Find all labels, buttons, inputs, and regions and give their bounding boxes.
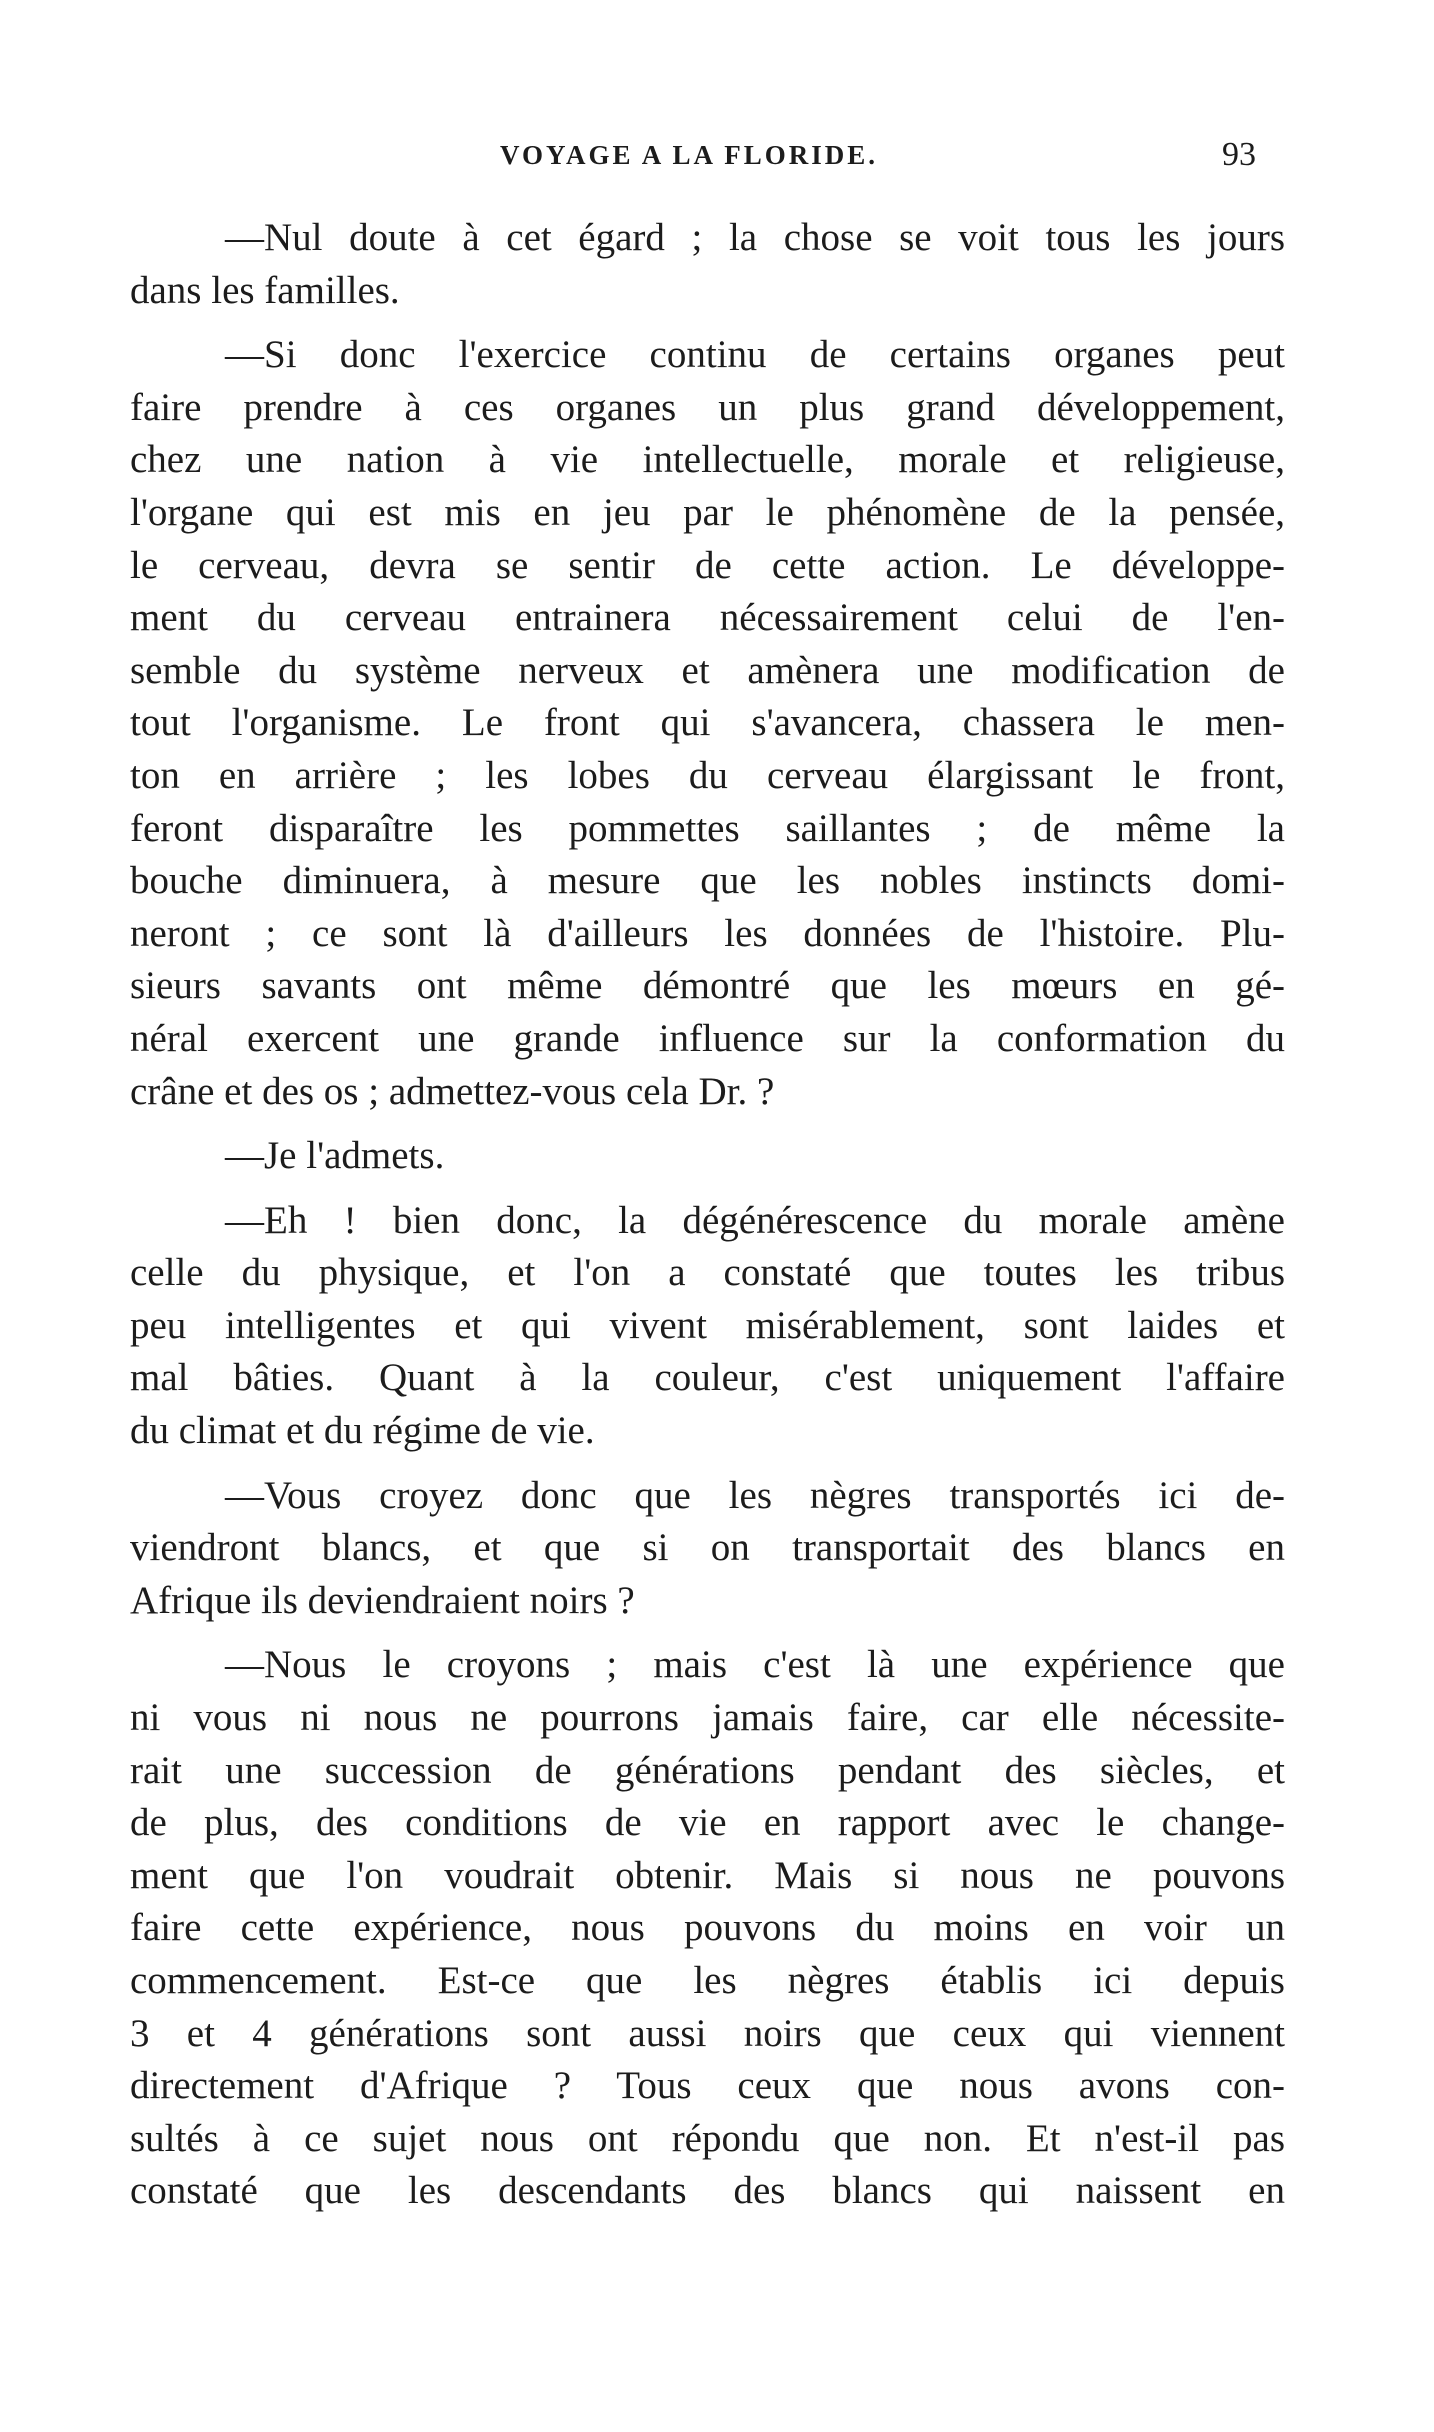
text-line: 3 et 4 générations sont aussi noirs que ceux qui viennent	[130, 2011, 1285, 2055]
text-line: viendront blancs, et que si on transportait des blancs en	[130, 1526, 1285, 1570]
text-line: neront ; ce sont là d'ailleurs les données de l'histoire. Plu-	[130, 911, 1285, 955]
text-line: faire prendre à ces organes un plus grand développement,	[130, 385, 1285, 429]
text-line: —Nous le croyons ; mais c'est là une expérience que	[225, 1643, 1285, 1687]
text-line: ment que l'on voudrait obtenir. Mais si nous ne pouvons	[130, 1853, 1285, 1897]
text-line: —Je l'admets.	[225, 1134, 445, 1178]
text-line: mal bâties. Quant à la couleur, c'est uniquement l'affaire	[130, 1356, 1285, 1400]
text-line: faire cette expérience, nous pouvons du moins en voir un	[130, 1906, 1285, 1950]
text-line: —Vous croyez donc que les nègres transportés ici de-	[225, 1473, 1285, 1517]
text-line: —Si donc l'exercice continu de certains organes peut	[225, 333, 1285, 377]
text-line: celle du physique, et l'on a constaté que toutes les tribus	[130, 1251, 1285, 1295]
text-line: du climat et du régime de vie.	[130, 1409, 595, 1453]
text-line: rait une succession de générations pendant des siècles, et	[130, 1748, 1285, 1792]
body-text	[130, 212, 1285, 2218]
text-line: de plus, des conditions de vie en rapport avec le change-	[130, 1801, 1285, 1845]
page-number: 93	[1222, 136, 1256, 173]
text-line: ment du cerveau entrainera nécessairement celui de l'en-	[130, 596, 1285, 640]
text-line: néral exercent une grande influence sur la conformation du	[130, 1016, 1285, 1060]
text-line: chez une nation à vie intellectuelle, morale et religieuse,	[130, 438, 1285, 482]
text-line: sieurs savants ont même démontré que les mœurs en gé-	[130, 964, 1285, 1008]
text-line: l'organe qui est mis en jeu par le phénomène de la pensée,	[130, 490, 1285, 534]
text-line: —Eh ! bien donc, la dégénérescence du morale amène	[225, 1198, 1285, 1242]
text-line: —Nul doute à cet égard ; la chose se voit tous les jours	[225, 216, 1285, 259]
text-line: commencement. Est-ce que les nègres établis ici depuis	[130, 1959, 1285, 2002]
text-line: le cerveau, devra se sentir de cette action. Le développe-	[130, 543, 1285, 587]
text-line: ni vous ni nous ne pourrons jamais faire, car elle nécessite-	[130, 1696, 1285, 1740]
text-line: semble du système nerveux et amènera une modification de	[130, 648, 1285, 692]
text-line: bouche diminuera, à mesure que les nobles instincts domi-	[130, 859, 1285, 903]
text-line: directement d'Afrique ? Tous ceux que nous avons con-	[130, 2064, 1285, 2108]
text-line: crâne et des os ; admettez-vous cela Dr. ?	[130, 1069, 775, 1113]
text-line: dans les familles.	[130, 268, 400, 312]
text-line: sultés à ce sujet nous ont répondu que non. Et n'est-il pas	[130, 2116, 1285, 2160]
text-line: peu intelligentes et qui vivent misérablement, sont laides et	[130, 1303, 1285, 1347]
text-line: constaté que les descendants des blancs qui naissent en	[130, 2169, 1285, 2213]
running-title: VOYAGE A LA FLORIDE.	[500, 140, 879, 170]
text-line: tout l'organisme. Le front qui s'avancera, chassera le men-	[130, 701, 1285, 745]
text-line: ton en arrière ; les lobes du cerveau élargissant le front,	[130, 753, 1285, 797]
text-line: feront disparaître les pommettes saillantes ; de même la	[130, 806, 1285, 850]
text-line: Afrique ils deviendraient noirs ?	[130, 1578, 635, 1622]
